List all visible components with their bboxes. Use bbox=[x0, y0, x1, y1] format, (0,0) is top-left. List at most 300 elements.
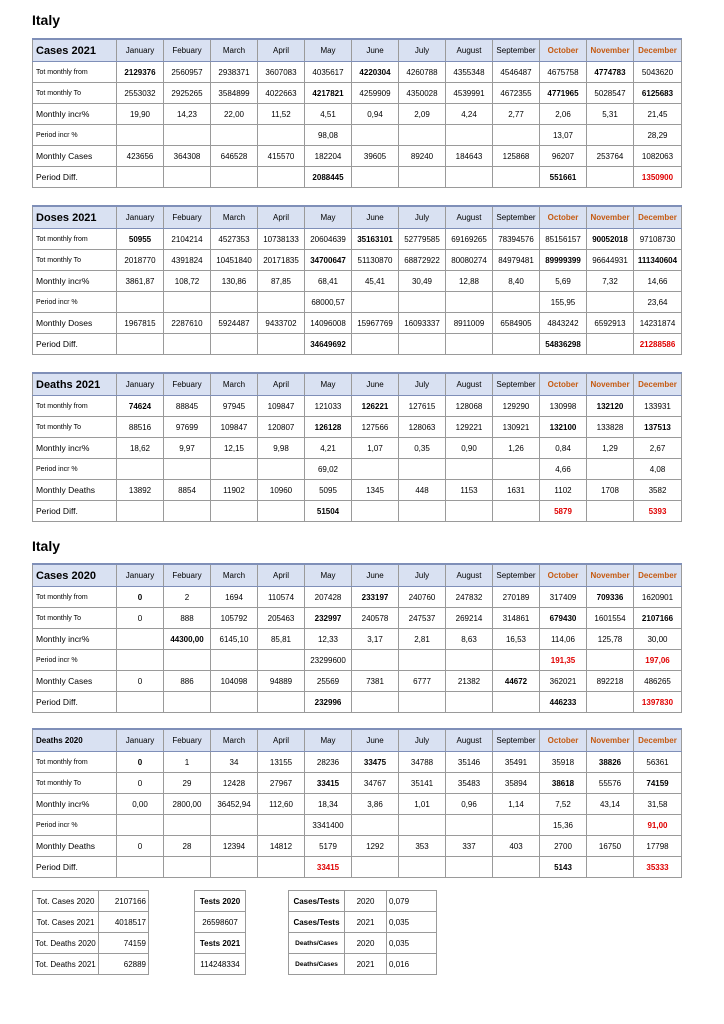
table-cell: 10960 bbox=[258, 480, 305, 501]
table-cell: 31,58 bbox=[634, 794, 682, 815]
table-row bbox=[33, 608, 682, 629]
row-label: Tot monthly from bbox=[33, 229, 117, 250]
month-header: January bbox=[117, 373, 164, 396]
table-cell: 679430 bbox=[540, 608, 587, 629]
table-row bbox=[33, 480, 682, 501]
table-cell: 232996 bbox=[305, 692, 352, 713]
table-cell: 87,85 bbox=[258, 271, 305, 292]
table-cell: 111340604 bbox=[634, 250, 682, 271]
table-cell bbox=[587, 167, 634, 188]
table-cell bbox=[117, 857, 164, 878]
totals-row bbox=[33, 954, 149, 975]
data-table bbox=[32, 205, 682, 355]
table-row bbox=[33, 334, 682, 355]
table-cell bbox=[352, 125, 399, 146]
table-cell: 5,69 bbox=[540, 271, 587, 292]
table-cell bbox=[211, 167, 258, 188]
month-header: March bbox=[211, 564, 258, 587]
table-cell: 3584899 bbox=[211, 83, 258, 104]
table-cell: 1631 bbox=[493, 480, 540, 501]
table-cell: 3,17 bbox=[352, 629, 399, 650]
data-table bbox=[32, 38, 682, 188]
month-header: May bbox=[305, 206, 352, 229]
month-header: October bbox=[540, 206, 587, 229]
table-cell: 4527353 bbox=[211, 229, 258, 250]
table-cell bbox=[587, 459, 634, 480]
table-cell bbox=[446, 167, 493, 188]
month-header: November bbox=[587, 564, 634, 587]
ratio-label: Cases/Tests bbox=[289, 912, 345, 933]
table-cell: 0 bbox=[117, 587, 164, 608]
table-header-row bbox=[33, 206, 682, 229]
table-cell bbox=[117, 125, 164, 146]
table-cell: 0,94 bbox=[352, 104, 399, 125]
table-cell bbox=[211, 334, 258, 355]
table-cell: 54836298 bbox=[540, 334, 587, 355]
table-cell bbox=[399, 501, 446, 522]
table-header-row bbox=[33, 564, 682, 587]
month-header: December bbox=[634, 729, 682, 752]
table-cell bbox=[258, 459, 305, 480]
month-header: September bbox=[493, 564, 540, 587]
table-cell: 80080274 bbox=[446, 250, 493, 271]
table-row bbox=[33, 438, 682, 459]
table-cell: 19,90 bbox=[117, 104, 164, 125]
month-header: June bbox=[352, 373, 399, 396]
table-cell: 1,07 bbox=[352, 438, 399, 459]
table-row bbox=[33, 146, 682, 167]
table-cell: 2,67 bbox=[634, 438, 682, 459]
table-cell: 34700647 bbox=[305, 250, 352, 271]
table-cell bbox=[352, 650, 399, 671]
table-cell bbox=[258, 692, 305, 713]
totals-row bbox=[33, 933, 149, 954]
ratio-value: 0,035 bbox=[387, 912, 437, 933]
table-row bbox=[33, 692, 682, 713]
table-cell bbox=[164, 167, 211, 188]
table-cell: 9433702 bbox=[258, 313, 305, 334]
table-cell: 6592913 bbox=[587, 313, 634, 334]
table-cell: 16093337 bbox=[399, 313, 446, 334]
table-cell: 486265 bbox=[634, 671, 682, 692]
table-cell: 4,51 bbox=[305, 104, 352, 125]
table-cell bbox=[399, 692, 446, 713]
month-header: June bbox=[352, 206, 399, 229]
table-cell: 33415 bbox=[305, 857, 352, 878]
table-cell: 23,64 bbox=[634, 292, 682, 313]
table-cell: 7,52 bbox=[540, 794, 587, 815]
table-cell: 4843242 bbox=[540, 313, 587, 334]
table-cell bbox=[446, 815, 493, 836]
month-header: March bbox=[211, 729, 258, 752]
table-cell bbox=[211, 125, 258, 146]
table-row bbox=[33, 773, 682, 794]
table-cell bbox=[352, 167, 399, 188]
month-header: Febuary bbox=[164, 39, 211, 62]
row-label: Period incr % bbox=[33, 292, 117, 313]
table-cell: 1601554 bbox=[587, 608, 634, 629]
data-table bbox=[32, 372, 682, 522]
month-header: March bbox=[211, 206, 258, 229]
table-cell: 110574 bbox=[258, 587, 305, 608]
month-header: August bbox=[446, 564, 493, 587]
table-cell: 15,36 bbox=[540, 815, 587, 836]
table-cell bbox=[211, 292, 258, 313]
table-row bbox=[33, 629, 682, 650]
table-cell: 1,26 bbox=[493, 438, 540, 459]
table-row bbox=[33, 836, 682, 857]
table-cell bbox=[446, 501, 493, 522]
table-cell: 364308 bbox=[164, 146, 211, 167]
table-cell: 2129376 bbox=[117, 62, 164, 83]
table-cell: 2107166 bbox=[634, 608, 682, 629]
month-header: August bbox=[446, 39, 493, 62]
month-header: April bbox=[258, 729, 305, 752]
table-title: Deaths 2020 bbox=[33, 729, 117, 752]
row-label: Tot monthly To bbox=[33, 250, 117, 271]
month-header: September bbox=[493, 39, 540, 62]
table-cell bbox=[399, 815, 446, 836]
table-row bbox=[33, 62, 682, 83]
table-cell bbox=[352, 815, 399, 836]
row-label: Tot monthly from bbox=[33, 752, 117, 773]
table-cell bbox=[117, 815, 164, 836]
table-cell: 232997 bbox=[305, 608, 352, 629]
table-cell: 1345 bbox=[352, 480, 399, 501]
totals-label: Tot. Deaths 2020 bbox=[33, 933, 99, 954]
ratios-row bbox=[289, 912, 437, 933]
totals-table bbox=[32, 890, 149, 975]
totals-value: 4018517 bbox=[99, 912, 149, 933]
table-cell: 129290 bbox=[493, 396, 540, 417]
row-label: Monthly Doses bbox=[33, 313, 117, 334]
table-cell bbox=[258, 334, 305, 355]
table-cell: 403 bbox=[493, 836, 540, 857]
table-cell: 35141 bbox=[399, 773, 446, 794]
page-heading-2: Italy bbox=[32, 538, 61, 554]
table-cell: 104098 bbox=[211, 671, 258, 692]
table-cell: 89240 bbox=[399, 146, 446, 167]
month-header: September bbox=[493, 206, 540, 229]
row-label: Monthly incr% bbox=[33, 438, 117, 459]
table-cell bbox=[493, 501, 540, 522]
table-cell: 6584905 bbox=[493, 313, 540, 334]
table-cell: 105792 bbox=[211, 608, 258, 629]
ratio-label: Deaths/Cases bbox=[289, 933, 345, 954]
table-cell: 133828 bbox=[587, 417, 634, 438]
data-table bbox=[32, 728, 682, 878]
table-cell: 132100 bbox=[540, 417, 587, 438]
table-cell: 109847 bbox=[258, 396, 305, 417]
ratios-table bbox=[288, 890, 437, 975]
table-cell: 14812 bbox=[258, 836, 305, 857]
row-label: Period Diff. bbox=[33, 857, 117, 878]
row-label: Tot monthly To bbox=[33, 773, 117, 794]
table-cell bbox=[493, 815, 540, 836]
table-cell bbox=[587, 857, 634, 878]
table-cell: 18,34 bbox=[305, 794, 352, 815]
table-cell: 240760 bbox=[399, 587, 446, 608]
month-header: August bbox=[446, 373, 493, 396]
table-row bbox=[33, 229, 682, 250]
table-cell: 14096008 bbox=[305, 313, 352, 334]
table-cell: 5179 bbox=[305, 836, 352, 857]
table-cell: 0,35 bbox=[399, 438, 446, 459]
table-cell: 446233 bbox=[540, 692, 587, 713]
table-cell: 10738133 bbox=[258, 229, 305, 250]
ratios-row bbox=[289, 933, 437, 954]
month-header: January bbox=[117, 206, 164, 229]
table-cell: 415570 bbox=[258, 146, 305, 167]
table-cell: 551661 bbox=[540, 167, 587, 188]
table-cell: 74159 bbox=[634, 773, 682, 794]
table-cell: 182204 bbox=[305, 146, 352, 167]
tests-row bbox=[195, 954, 246, 975]
table-cell: 33475 bbox=[352, 752, 399, 773]
month-header: January bbox=[117, 564, 164, 587]
table-cell bbox=[446, 650, 493, 671]
month-header: December bbox=[634, 373, 682, 396]
table-cell: 88516 bbox=[117, 417, 164, 438]
table-row bbox=[33, 857, 682, 878]
table-row bbox=[33, 167, 682, 188]
month-header: September bbox=[493, 373, 540, 396]
month-header: October bbox=[540, 39, 587, 62]
table-cell: 7381 bbox=[352, 671, 399, 692]
table-cell: 0 bbox=[117, 752, 164, 773]
table-cell: 2700 bbox=[540, 836, 587, 857]
table-row bbox=[33, 396, 682, 417]
month-header: October bbox=[540, 564, 587, 587]
table-cell: 13,07 bbox=[540, 125, 587, 146]
table-cell: 56361 bbox=[634, 752, 682, 773]
table-cell: 97945 bbox=[211, 396, 258, 417]
totals-value: 2107166 bbox=[99, 891, 149, 912]
table-cell: 44300,00 bbox=[164, 629, 211, 650]
table-row bbox=[33, 250, 682, 271]
ratio-label: Cases/Tests bbox=[289, 891, 345, 912]
table-cell bbox=[258, 815, 305, 836]
table-cell: 35146 bbox=[446, 752, 493, 773]
table-cell: 886 bbox=[164, 671, 211, 692]
totals-label: Tot. Cases 2021 bbox=[33, 912, 99, 933]
ratio-value: 0,079 bbox=[387, 891, 437, 912]
table-cell: 6777 bbox=[399, 671, 446, 692]
table-cell: 362021 bbox=[540, 671, 587, 692]
table-cell: 8854 bbox=[164, 480, 211, 501]
table-cell: 4035617 bbox=[305, 62, 352, 83]
row-label: Tot monthly To bbox=[33, 417, 117, 438]
row-label: Tot monthly from bbox=[33, 62, 117, 83]
table-cell bbox=[446, 125, 493, 146]
totals-value: 62889 bbox=[99, 954, 149, 975]
table-cell: 35333 bbox=[634, 857, 682, 878]
table-row bbox=[33, 815, 682, 836]
table-cell: 14231874 bbox=[634, 313, 682, 334]
table-cell: 1082063 bbox=[634, 146, 682, 167]
table-row bbox=[33, 292, 682, 313]
table-cell: 2 bbox=[164, 587, 211, 608]
table-cell bbox=[352, 459, 399, 480]
table-cell: 4022663 bbox=[258, 83, 305, 104]
table-cell bbox=[211, 501, 258, 522]
table-cell bbox=[399, 857, 446, 878]
table-title: Doses 2021 bbox=[33, 206, 117, 229]
table-cell: 14,66 bbox=[634, 271, 682, 292]
table-cell: 2287610 bbox=[164, 313, 211, 334]
table-cell: 191,35 bbox=[540, 650, 587, 671]
month-header: September bbox=[493, 729, 540, 752]
table-cell: 1694 bbox=[211, 587, 258, 608]
table-cell: 270189 bbox=[493, 587, 540, 608]
table-cell: 23299600 bbox=[305, 650, 352, 671]
table-cell bbox=[258, 501, 305, 522]
table-cell bbox=[164, 857, 211, 878]
month-header: July bbox=[399, 373, 446, 396]
table-cell: 52779585 bbox=[399, 229, 446, 250]
table-cell bbox=[352, 501, 399, 522]
table-row bbox=[33, 794, 682, 815]
table-cell: 0 bbox=[117, 773, 164, 794]
totals-label: Tot. Cases 2020 bbox=[33, 891, 99, 912]
table-cell: 97699 bbox=[164, 417, 211, 438]
table-cell: 4259909 bbox=[352, 83, 399, 104]
table-cell bbox=[117, 501, 164, 522]
row-label: Monthly Cases bbox=[33, 146, 117, 167]
table-cell: 4,24 bbox=[446, 104, 493, 125]
table-cell bbox=[164, 334, 211, 355]
totals-label: Tot. Deaths 2021 bbox=[33, 954, 99, 975]
table-cell bbox=[399, 292, 446, 313]
table-cell: 38618 bbox=[540, 773, 587, 794]
table-cell: 1620901 bbox=[634, 587, 682, 608]
row-label: Tot monthly from bbox=[33, 396, 117, 417]
table-cell bbox=[446, 692, 493, 713]
month-header: December bbox=[634, 39, 682, 62]
table-cell: 4675758 bbox=[540, 62, 587, 83]
table-cell: 68000,57 bbox=[305, 292, 352, 313]
table-cell: 127566 bbox=[352, 417, 399, 438]
table-cell: 44672 bbox=[493, 671, 540, 692]
month-header: March bbox=[211, 39, 258, 62]
tests-row bbox=[195, 933, 246, 954]
table-cell: 20171835 bbox=[258, 250, 305, 271]
row-label: Monthly incr% bbox=[33, 271, 117, 292]
month-header: April bbox=[258, 206, 305, 229]
table-cell bbox=[493, 650, 540, 671]
table-cell: 6145,10 bbox=[211, 629, 258, 650]
row-label: Period incr % bbox=[33, 459, 117, 480]
table-cell: 1292 bbox=[352, 836, 399, 857]
table-cell: 20604639 bbox=[305, 229, 352, 250]
table-cell: 0 bbox=[117, 671, 164, 692]
table-cell: 109847 bbox=[211, 417, 258, 438]
table-cell: 108,72 bbox=[164, 271, 211, 292]
table-cell: 2,81 bbox=[399, 629, 446, 650]
table-cell: 2,06 bbox=[540, 104, 587, 125]
table-cell: 337 bbox=[446, 836, 493, 857]
table-cell: 423656 bbox=[117, 146, 164, 167]
table-cell bbox=[493, 857, 540, 878]
table-cell: 4350028 bbox=[399, 83, 446, 104]
month-header: June bbox=[352, 39, 399, 62]
totals-value: 74159 bbox=[99, 933, 149, 954]
table-cell bbox=[211, 692, 258, 713]
table-cell bbox=[258, 650, 305, 671]
table-cell bbox=[352, 857, 399, 878]
table-title: Cases 2020 bbox=[33, 564, 117, 587]
table-cell bbox=[446, 334, 493, 355]
table-cell: 17798 bbox=[634, 836, 682, 857]
table-cell: 35491 bbox=[493, 752, 540, 773]
table-cell: 121033 bbox=[305, 396, 352, 417]
table-cell: 34 bbox=[211, 752, 258, 773]
table-cell bbox=[399, 650, 446, 671]
table-cell: 85,81 bbox=[258, 629, 305, 650]
table-cell: 2800,00 bbox=[164, 794, 211, 815]
ratio-label: Deaths/Cases bbox=[289, 954, 345, 975]
table-cell: 28236 bbox=[305, 752, 352, 773]
month-header: November bbox=[587, 39, 634, 62]
table-cell: 2,09 bbox=[399, 104, 446, 125]
table-cell: 4672355 bbox=[493, 83, 540, 104]
table-cell: 8,63 bbox=[446, 629, 493, 650]
table-cell bbox=[258, 857, 305, 878]
table-cell: 126128 bbox=[305, 417, 352, 438]
table-cell: 74624 bbox=[117, 396, 164, 417]
table-cell: 3607083 bbox=[258, 62, 305, 83]
month-header: Febuary bbox=[164, 729, 211, 752]
month-header: June bbox=[352, 729, 399, 752]
table-cell bbox=[164, 459, 211, 480]
month-header: November bbox=[587, 373, 634, 396]
table-row bbox=[33, 752, 682, 773]
table-cell: 2,77 bbox=[493, 104, 540, 125]
month-header: October bbox=[540, 373, 587, 396]
table-cell: 35918 bbox=[540, 752, 587, 773]
table-cell bbox=[117, 292, 164, 313]
table-cell: 5393 bbox=[634, 501, 682, 522]
table-cell: 3861,87 bbox=[117, 271, 164, 292]
table-cell: 1,29 bbox=[587, 438, 634, 459]
table-cell: 133931 bbox=[634, 396, 682, 417]
month-header: March bbox=[211, 373, 258, 396]
month-header: April bbox=[258, 39, 305, 62]
table-cell: 12,88 bbox=[446, 271, 493, 292]
table-cell bbox=[211, 459, 258, 480]
table-cell bbox=[587, 815, 634, 836]
table-cell: 7,32 bbox=[587, 271, 634, 292]
table-cell: 4355348 bbox=[446, 62, 493, 83]
table-cell bbox=[117, 629, 164, 650]
table-cell: 0 bbox=[117, 608, 164, 629]
month-header: Febuary bbox=[164, 564, 211, 587]
month-header: December bbox=[634, 206, 682, 229]
row-label: Period Diff. bbox=[33, 167, 117, 188]
table-cell bbox=[164, 292, 211, 313]
table-cell: 269214 bbox=[446, 608, 493, 629]
ratio-value: 0,035 bbox=[387, 933, 437, 954]
table-cell: 55576 bbox=[587, 773, 634, 794]
month-header: April bbox=[258, 564, 305, 587]
table-cell bbox=[352, 334, 399, 355]
table-cell bbox=[446, 857, 493, 878]
month-header: Febuary bbox=[164, 373, 211, 396]
table-cell: 38826 bbox=[587, 752, 634, 773]
month-header: May bbox=[305, 373, 352, 396]
table-cell: 96207 bbox=[540, 146, 587, 167]
ratio-value: 0,016 bbox=[387, 954, 437, 975]
